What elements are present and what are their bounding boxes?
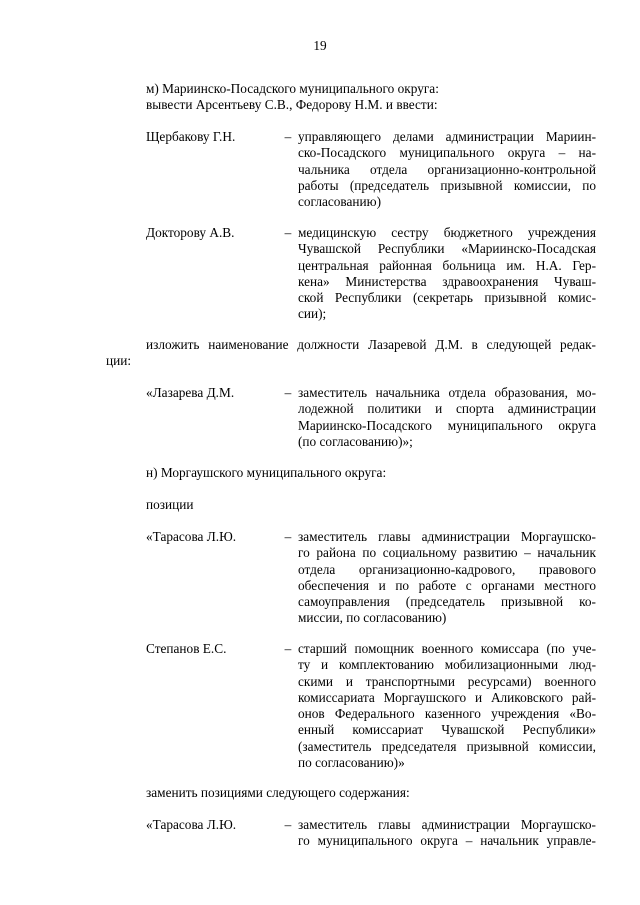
section-m-heading: м) Мариинско-Посадского муниципального округа: [146,81,439,96]
desc-line: лодежной политики и спорта администрации [298,401,596,417]
desc-line: управляющего делами администрации Мариин- [298,129,596,144]
entry-name: Щербакову Г.Н. [146,129,236,144]
entry-description [298,641,596,771]
desc-line: го района по социальному развитию – начальник [298,545,596,561]
rename-paragraph-line2: ции: [106,353,132,368]
desc-line: миссии, по согласованию) [298,610,447,626]
desc-line: кена» Министерства здравоохранения Чуваш- [298,273,596,289]
desc-line: центральная районная больница им. Н.А. Гер- [298,257,596,273]
entry-name: Степанов Е.С. [146,641,227,656]
desc-line: Мариинско-Посадского муниципального округа [298,417,596,433]
entry-dash: – [284,129,292,144]
desc-line: ту и комплектованию мобилизационными люд- [298,657,596,673]
replace-paragraph: заменить позициями следующего содержания: [146,785,410,800]
entry-name: Докторову А.В. [146,225,235,240]
desc-line: скими и транспортными ресурсами) военного [298,673,596,689]
desc-line: заместитель главы администрации Моргаушско- [298,817,596,832]
desc-line: обеспечения и по работе с органами местного [298,577,596,593]
desc-line: заместитель начальника отдела образования, мо- [298,385,596,400]
desc-line: по согласованию)» [298,755,405,771]
desc-line: самоуправления (председатель призывной ко- [298,594,596,610]
desc-line: отдела организационно-кадрового, правового [298,561,596,577]
desc-line: (по согласованию)»; [298,433,413,449]
entry-description [298,129,596,210]
desc-line: енный комиссариат Чувашской Республики» [298,722,596,738]
desc-line: го муниципального округа – начальник управле- [298,833,596,849]
desc-line: ской Республики (секретарь призывной комис- [298,290,596,306]
desc-line: согласованию) [298,194,382,210]
desc-line: ско-Посадского муниципального округа – на- [298,145,596,161]
entry-description [298,385,596,450]
rename-paragraph-line1: изложить наименование должности Лазаревой Д.М. в следующей редак- [146,337,596,352]
entry-name: «Тарасова Л.Ю. [146,817,237,832]
entry-name: «Тарасова Л.Ю. [146,529,237,544]
page-number: 19 [313,38,327,53]
desc-line: старший помощник военного комиссара (по уче- [298,641,596,656]
entry-dash: – [284,385,292,400]
entry-description [298,225,596,323]
desc-line: онов Федерального казенного учреждения «Во- [298,706,596,722]
entry-description [298,529,596,627]
entry-dash: – [284,529,292,544]
desc-line: заместитель главы администрации Моргаушско- [298,529,596,544]
section-n-heading: н) Моргаушского муниципального округа: [146,465,387,480]
section-n-positions: позиции [146,497,194,512]
desc-line: работы (председатель призывной комиссии, по [298,177,596,193]
desc-line: Чувашской Республики «Мариинско-Посадская [298,241,596,257]
section-m-instruction: вывести Арсентьеву С.В., Федорову Н.М. и ввести: [146,97,438,112]
entry-dash: – [284,641,292,656]
desc-line: комиссариата Моргаушского и Аликовского рай- [298,689,596,705]
entry-description [298,817,596,850]
desc-line: (заместитель председателя призывной комиссии, [298,738,596,754]
desc-line: чальника отдела организационно-контрольной [298,161,596,177]
entry-name: «Лазарева Д.М. [146,385,235,400]
desc-line: сии); [298,306,327,322]
entry-dash: – [284,225,292,240]
entry-dash: – [284,817,292,832]
desc-line: медицинскую сестру бюджетного учреждения [298,225,596,240]
